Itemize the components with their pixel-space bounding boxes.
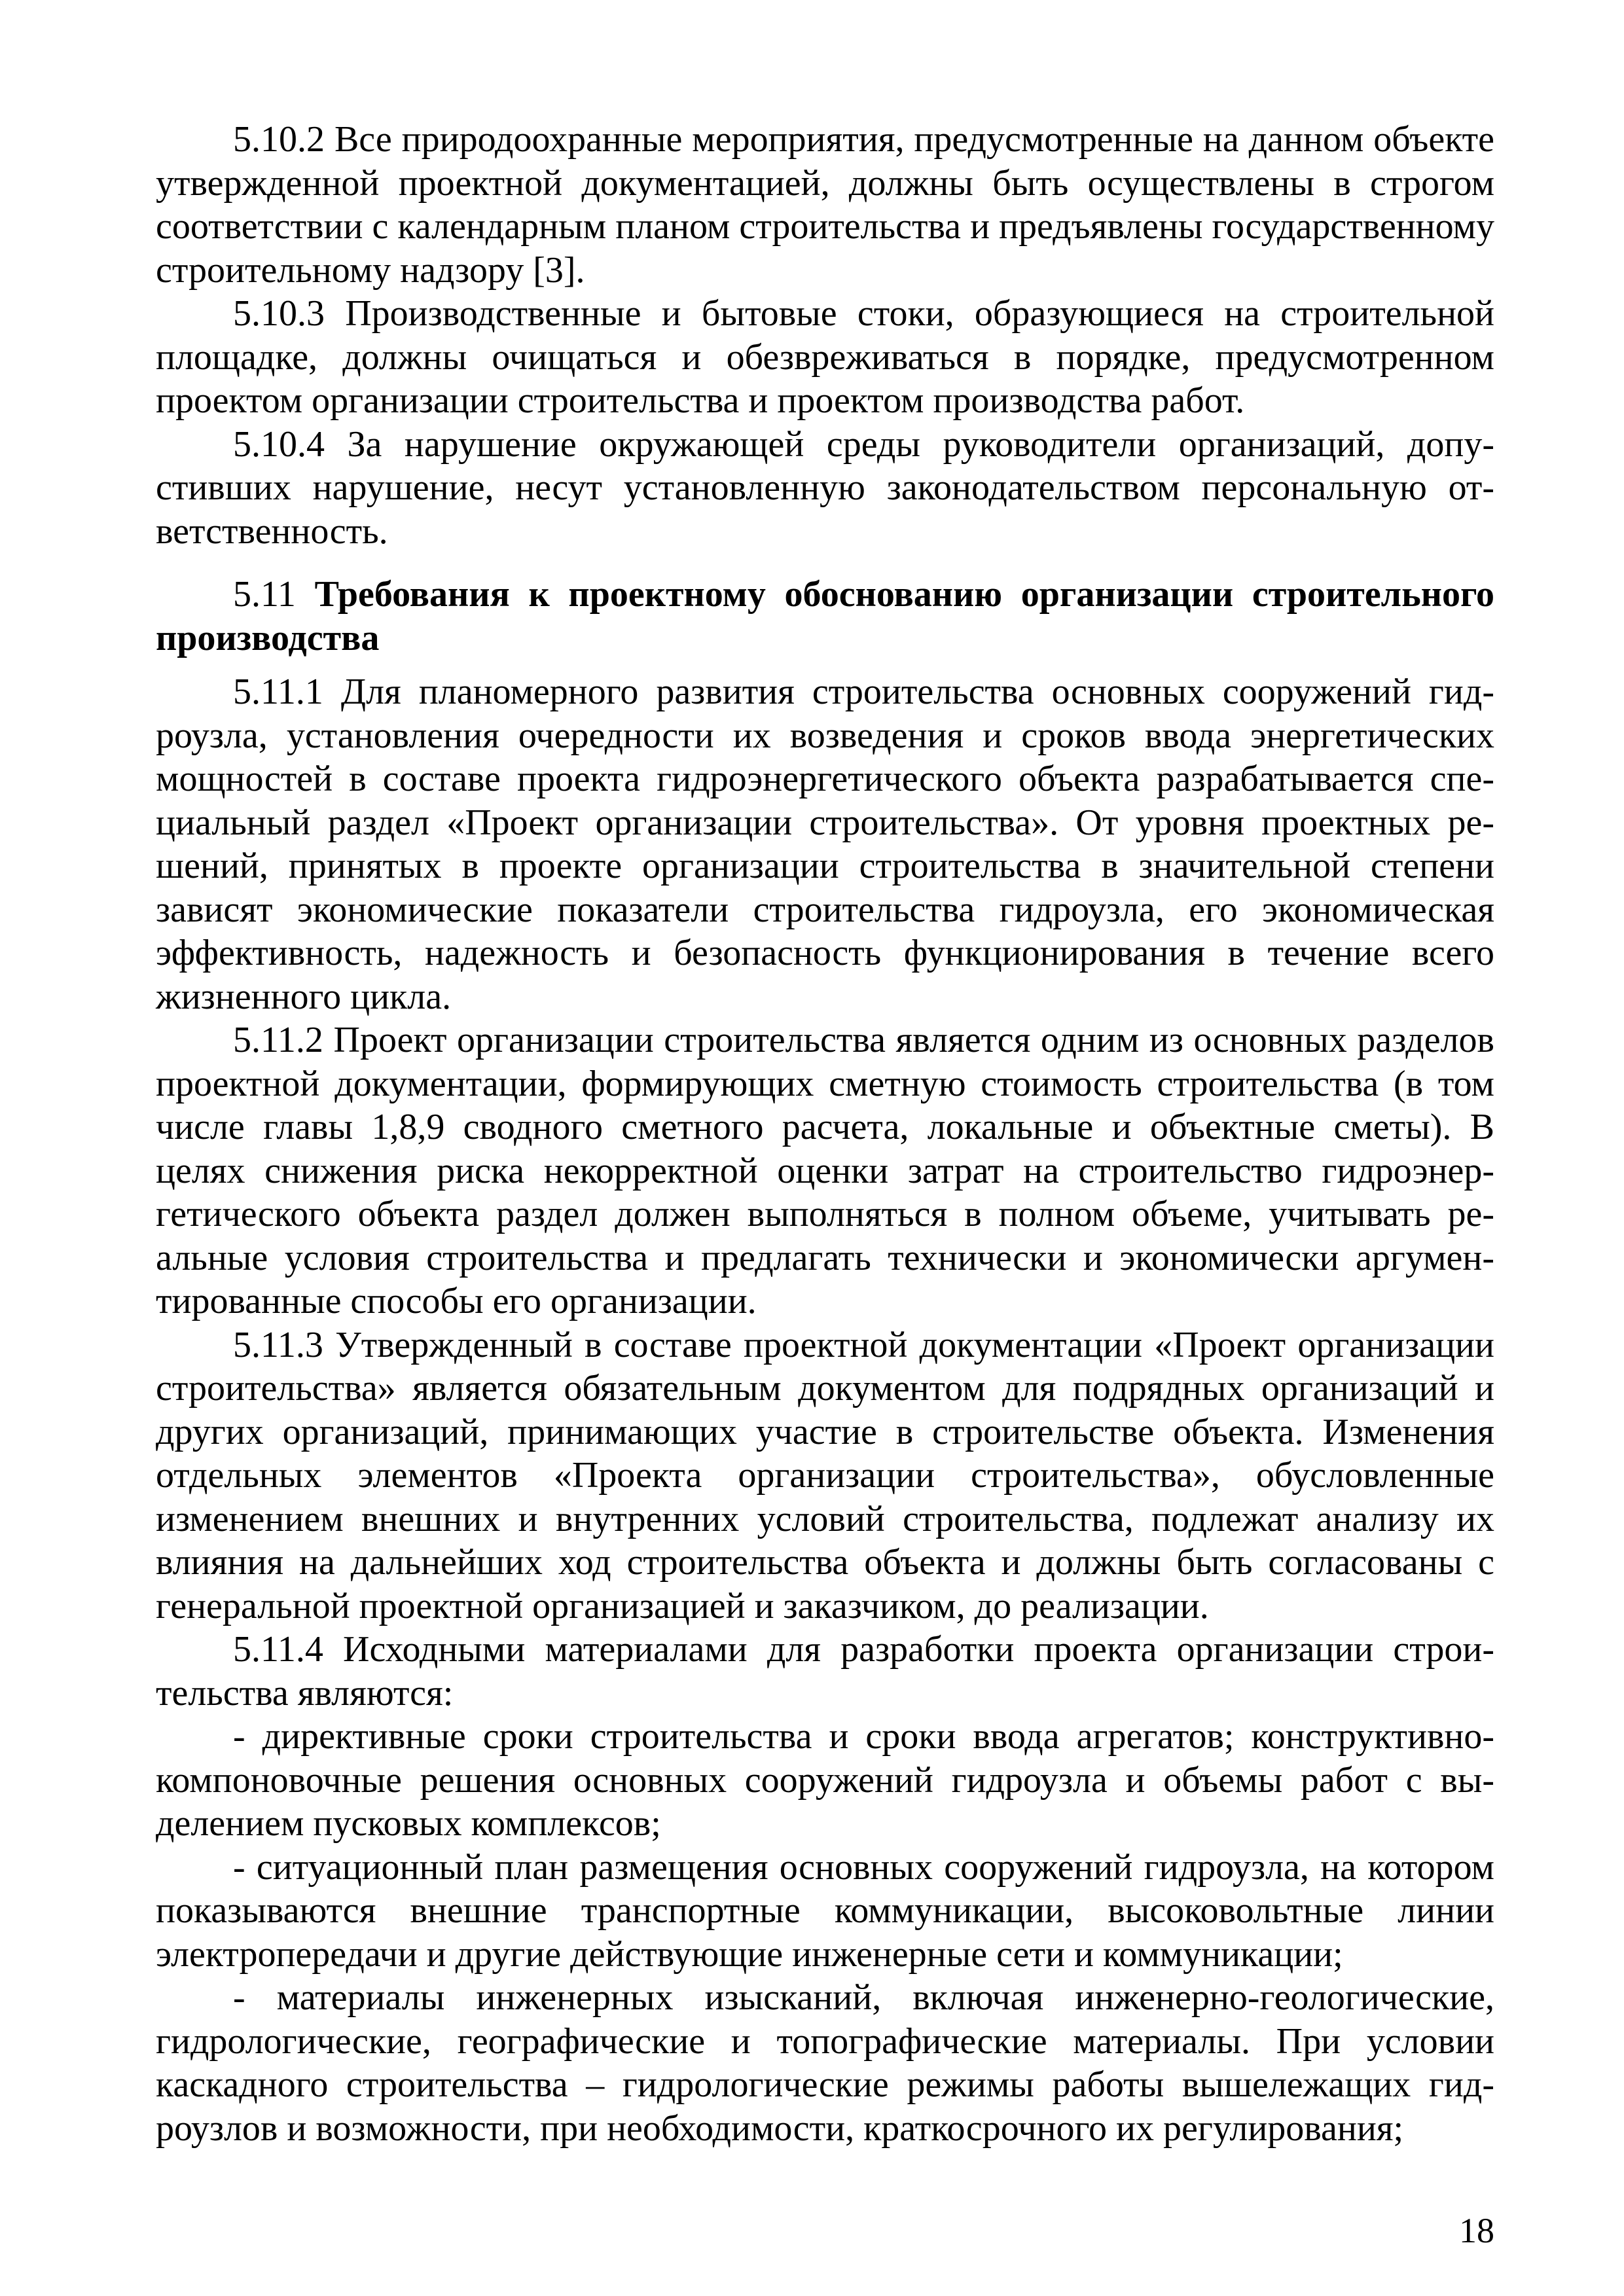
paragraph-5-10-2: 5.10.2 Все природоохранные мероприятия, предусмотренные на данном объекте утвержденной проектной документацией, должны быть осуществлены в строгом соответствии с календарным планом строительства и предъявлены государственному строительному надзору [3]. xyxy=(156,119,1494,291)
list-item-situational-plan: - ситуационный план размещения основных сооружений гидроузла, на котором показываются внешние транспортные коммуникации, высоковольтные линии электропередачи и другие действующие инженерные сети и коммуникации; xyxy=(156,1846,1494,1975)
page-number: 18 xyxy=(1459,2211,1494,2250)
section-number: 5.11 xyxy=(233,574,296,615)
paragraph-5-10-4: 5.10.4 За нарушение окружающей среды руководители организаций, допустивших нарушение, несут установленную законодательством персональную ответственность. xyxy=(156,423,1494,552)
paragraph-5-11-4: 5.11.4 Исходными материалами для разработки проекта организации строительства являются: xyxy=(156,1629,1494,1713)
section-title: Требования к проектному обоснованию организации строительного производства xyxy=(156,574,1495,658)
document-page xyxy=(156,118,1494,2150)
list-item-directive-terms: - директивные сроки строительства и сроки ввода агрегатов; конструктивно-компоновочные решения основных сооружений гидроузла и объемы работ с выделением пусковых комплексов; xyxy=(156,1716,1494,1844)
paragraph-5-11-3: 5.11.3 Утвержденный в составе проектной документации «Проект организации строительства» является обязательным документом для подрядных организаций и других организаций, принимающих участие в строительстве объекта. Изменения отдельных элементов «Проекта организации строительства», обусловленные изменением внешних и внутренних условий строительства, подлежат анализу их влияния на дальнейших ход строительства объекта и должны быть согласованы с генеральной проектной организацией и заказчиком, до реализации. xyxy=(156,1324,1494,1626)
section-heading-5-11 xyxy=(156,573,1494,660)
paragraph-5-10-3: 5.10.3 Производственные и бытовые стоки, образующиеся на строительной площадке, должны очищаться и обезвреживаться в порядке, предусмотренном проектом организации строительства и проектом производства работ. xyxy=(156,293,1494,421)
list-item-survey-materials: - материалы инженерных изысканий, включая инженерно-геологические, гидрологические, географические и топографические материалы. При условии каскадного строительства – гидрологические режимы работы вышележащих гидроузлов и возможности, при необходимости, краткосрочного их регулирования; xyxy=(156,1977,1494,2149)
paragraph-5-11-2: 5.11.2 Проект организации строительства является одним из основных разделов проектной документации, формирующих сметную стоимость строительства (в том числе главы 1,8,9 сводного сметного расчета, локальные и объектные сметы). В целях снижения риска некорректной оценки затрат на строительство гидроэнергетического объекта раздел должен выполняться в полном объеме, учитывать реальные условия строительства и предлагать технически и экономически аргументированные способы его организации. xyxy=(156,1020,1494,1321)
paragraph-5-11-1: 5.11.1 Для планомерного развития строительства основных сооружений гидроузла, установления очередности их возведения и сроков ввода энергетических мощностей в составе проекта гидроэнергетического объекта разрабатывается специальный раздел «Проект организации строительства». От уровня проектных решений, принятых в проекте организации строительства в значительной степени зависят экономические показатели строительства гидроузла, его экономическая эффективность, надежность и безопасность функционирования в течение всего жизненного цикла. xyxy=(156,672,1494,1017)
